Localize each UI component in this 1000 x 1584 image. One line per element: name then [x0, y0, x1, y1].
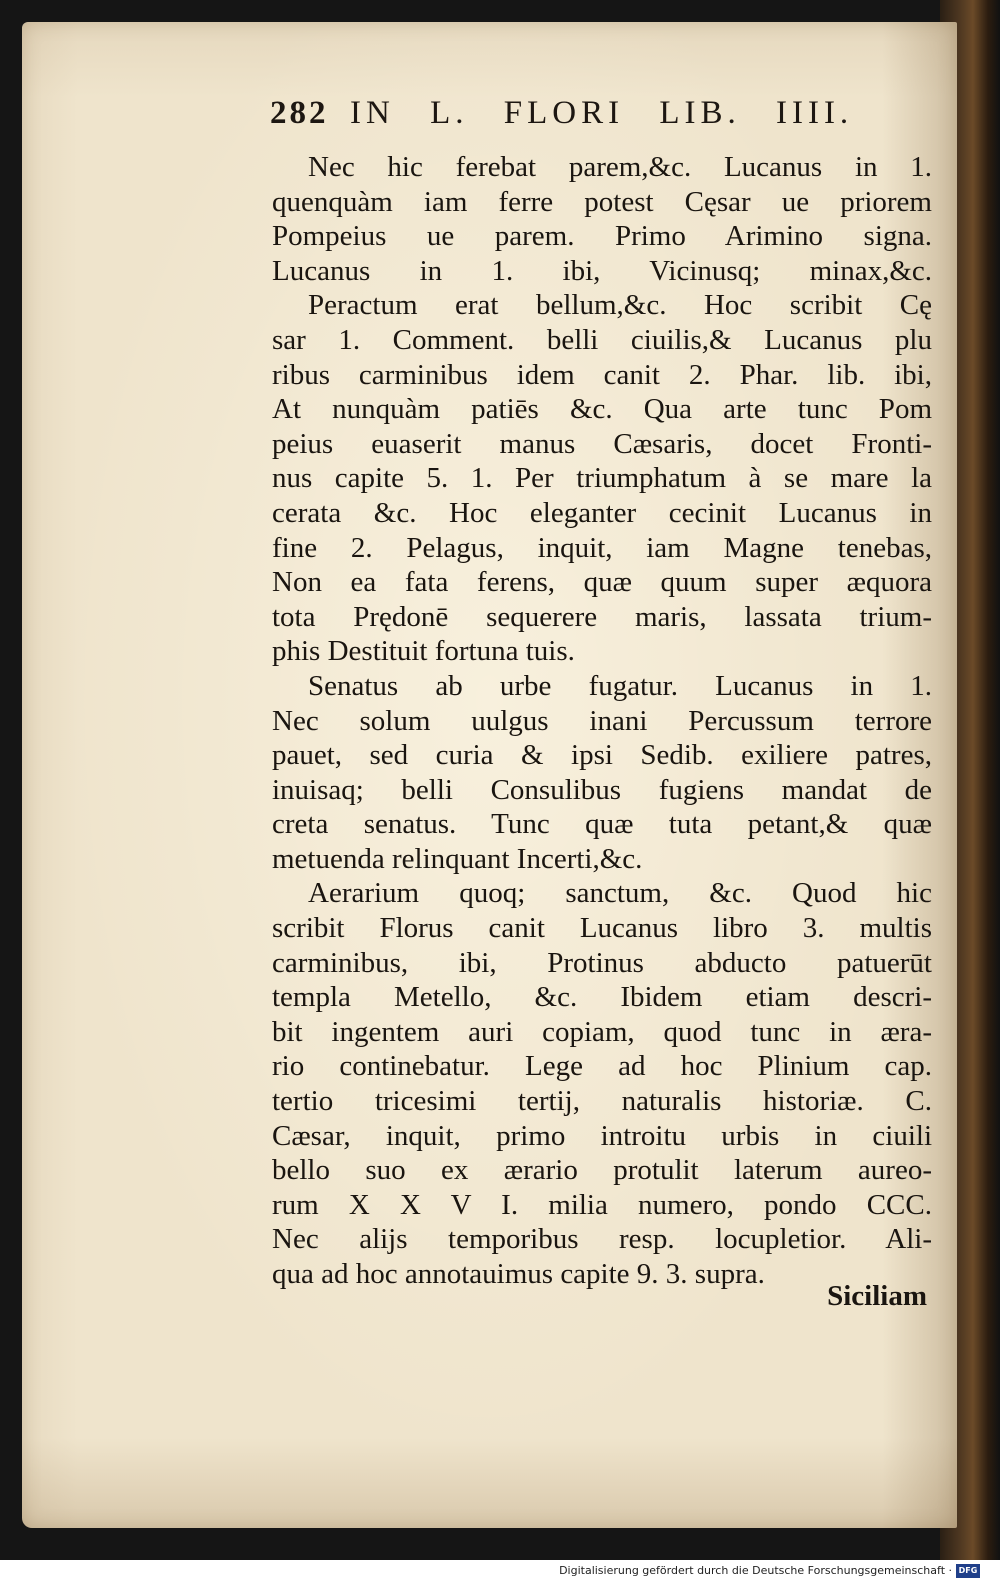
- text-line: templa Metello, &c. Ibidem etiam descri-: [272, 981, 932, 1014]
- text-line: rio continebatur. Lege ad hoc Plinium cap.: [272, 1050, 932, 1083]
- text-line: Non ea fata ferens, quæ quum super æquora: [272, 566, 932, 599]
- page-number: 282: [270, 95, 329, 131]
- text-line: Senatus ab urbe fugatur. Lucanus in 1.: [308, 669, 932, 702]
- text-line: qua ad hoc annotauimus capite 9. 3. supra.: [272, 1258, 765, 1290]
- text-line: quenquàm iam ferre potest Cęsar ue priorem: [272, 185, 932, 218]
- text-line: Lucanus in 1. ibi, Vicinusq; minax,&c.: [272, 254, 932, 287]
- text-line: pauet, sed curia & ipsi Sedib. exiliere patres,: [272, 739, 932, 772]
- text-line: Nec alijs temporibus resp. locupletior. Ali-: [272, 1223, 932, 1256]
- running-head-title: IN L. FLORI LIB. IIII.: [350, 95, 854, 131]
- text-line: creta senatus. Tunc quæ tuta petant,& quæ: [272, 808, 932, 841]
- text-line: rum X X V I. milia numero, pondo CCC.: [272, 1188, 932, 1221]
- text-line: metuenda relinquant Incerti,&c.: [272, 842, 643, 875]
- text-line: ribus carminibus idem canit 2. Phar. lib. ibi,: [272, 358, 932, 391]
- text-line: bit ingentem auri copiam, quod tunc in æra-: [272, 1015, 932, 1048]
- credit-text: Digitalisierung gefördert durch die Deutsche Forschungsgemeinschaft ·: [559, 1564, 952, 1577]
- text-line: fine 2. Pelagus, inquit, iam Magne tenebas,: [272, 531, 932, 564]
- text-line: cerata &c. Hoc eleganter cecinit Lucanus in: [272, 496, 932, 529]
- body-text: [272, 150, 932, 1292]
- text-line: Peractum erat bellum,&c. Hoc scribit Cę: [308, 289, 932, 322]
- text-line: At nunquàm patiēs &c. Qua arte tunc Pom: [272, 393, 932, 426]
- dfg-logo-icon: DFG: [956, 1564, 980, 1578]
- text-line: carminibus, ibi, Protinus abducto patuerūt: [272, 946, 932, 979]
- text-line: Nec hic ferebat parem,&c. Lucanus in 1.: [308, 151, 932, 183]
- text-line: peius euaserit manus Cæsaris, docet Fronti-: [272, 427, 932, 460]
- text-line: tertio tricesimi tertij, naturalis historiæ. C.: [272, 1085, 932, 1118]
- running-head: [270, 95, 930, 139]
- text-line: Aerarium quoq; sanctum, &c. Quod hic: [308, 877, 932, 910]
- text-line: inuisaq; belli Consulibus fugiens mandat de: [272, 773, 932, 806]
- text-line: phis Destituit fortuna tuis.: [272, 635, 575, 668]
- text-line: scribit Florus canit Lucanus libro 3. multis: [272, 912, 932, 945]
- text-line: sar 1. Comment. belli ciuilis,& Lucanus plu: [272, 323, 932, 356]
- text-line: Cæsar, inquit, primo introitu urbis in ciuili: [272, 1119, 932, 1152]
- text-line: Pompeius ue parem. Primo Arimino signa.: [272, 220, 932, 253]
- text-line: tota Prędonē sequerere maris, lassata trium-: [272, 600, 932, 633]
- text-line: nus capite 5. 1. Per triumphatum à se mare la: [272, 462, 932, 495]
- catchword: Siciliam: [827, 1280, 927, 1312]
- text-line: bello suo ex ærario protulit laterum aureo-: [272, 1154, 932, 1187]
- digitization-credit-bar: [0, 1560, 1000, 1584]
- text-line: Nec solum uulgus inani Percussum terrore: [272, 704, 932, 737]
